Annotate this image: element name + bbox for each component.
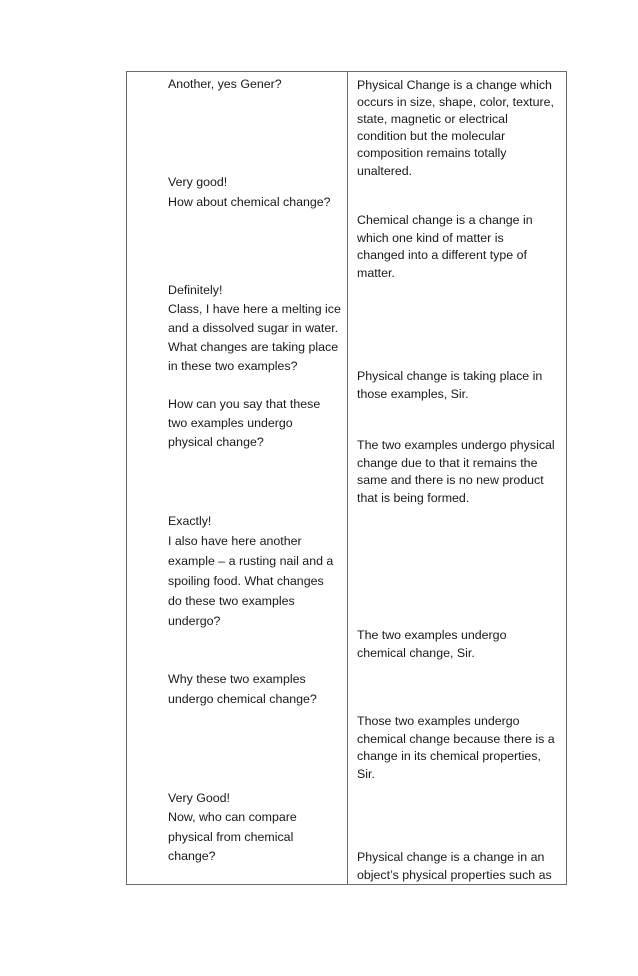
student-because-3: change in its chemical properties, — [357, 749, 541, 763]
student-physical-def-5: composition remains totally — [357, 146, 507, 160]
teacher-praise-definitely: Definitely! — [168, 283, 223, 297]
teacher-how-line-3: physical change? — [168, 435, 264, 449]
teacher-praise-exactly: Exactly! — [168, 514, 212, 528]
student-undergo-chemical-1: The two examples undergo — [357, 628, 507, 642]
student-chemical-def-4: matter. — [357, 266, 395, 280]
student-physical-def-4: condition but the molecular — [357, 129, 506, 143]
student-physical-taking-1: Physical change is taking place in — [357, 369, 543, 383]
student-compare-1: Physical change is a change in an — [357, 850, 545, 864]
student-because-2: chemical change because there is a — [357, 732, 555, 746]
student-compare-2: object’s physical properties such as — [357, 868, 552, 882]
student-chemical-def-2: which one kind of matter is — [357, 231, 504, 245]
student-undergo-physical-3: same and there is no new product — [357, 473, 544, 487]
teacher-rust-line-3: spoiling food. What changes — [168, 574, 324, 588]
teacher-rust-line-1: I also have here another — [168, 534, 302, 548]
student-chemical-def-1: Chemical change is a change in — [357, 213, 533, 227]
teacher-compare-line-2: physical from chemical — [168, 830, 294, 844]
student-physical-def-2: occurs in size, shape, color, texture, — [357, 95, 554, 109]
student-physical-taking-2: those examples, Sir. — [357, 387, 469, 401]
teacher-how-line-2: two examples undergo — [168, 416, 293, 430]
student-undergo-physical-2: change due to that it remains the — [357, 456, 538, 470]
student-undergo-chemical-2: chemical change, Sir. — [357, 646, 475, 660]
student-physical-def-1: Physical Change is a change which — [357, 78, 552, 92]
teacher-praise-very-good-2: Very Good! — [168, 791, 230, 805]
student-physical-def-6: unaltered. — [357, 164, 413, 178]
teacher-praise-very-good: Very good! — [168, 175, 228, 189]
student-undergo-physical-1: The two examples undergo physical — [357, 438, 555, 452]
teacher-question-chemical: How about chemical change? — [168, 195, 331, 209]
teacher-compare-line-1: Now, who can compare — [168, 810, 297, 824]
teacher-rust-line-2: example – a rusting nail and a — [168, 554, 334, 568]
teacher-why-line-1: Why these two examples — [168, 672, 306, 686]
teacher-how-line-1: How can you say that these — [168, 397, 321, 411]
teacher-melting-line-4: in these two examples? — [168, 359, 298, 373]
student-chemical-def-3: changed into a different type of — [357, 248, 527, 262]
student-because-1: Those two examples undergo — [357, 714, 520, 728]
teacher-melting-line-3: What changes are taking place — [168, 340, 339, 354]
teacher-rust-line-4: do these two examples — [168, 594, 295, 608]
teacher-prompt-gener: Another, yes Gener? — [168, 77, 282, 91]
teacher-rust-line-5: undergo? — [168, 614, 221, 628]
teacher-why-line-2: undergo chemical change? — [168, 692, 317, 706]
student-undergo-physical-4: that is being formed. — [357, 491, 470, 505]
teacher-compare-line-3: change? — [168, 849, 216, 863]
student-physical-def-3: state, magnetic or electrical — [357, 112, 508, 126]
column-divider — [347, 71, 348, 885]
student-because-4: Sir. — [357, 767, 375, 781]
teacher-melting-line-2: and a dissolved sugar in water. — [168, 321, 339, 335]
teacher-melting-line-1: Class, I have here a melting ice — [168, 302, 341, 316]
